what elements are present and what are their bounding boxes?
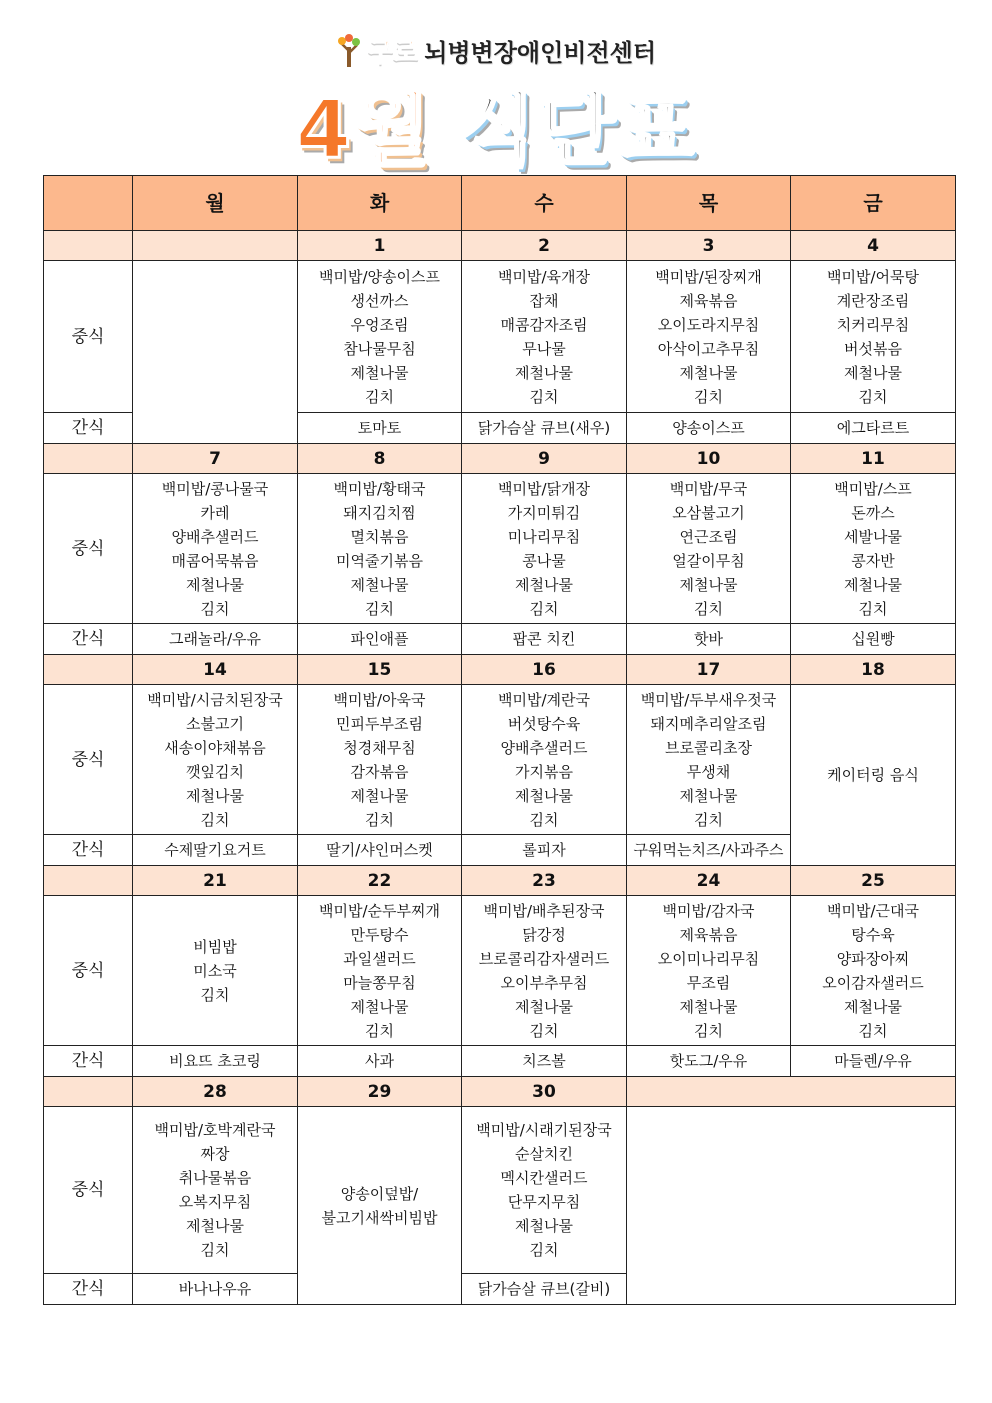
- menu-item: 김치: [200, 1241, 230, 1259]
- menu-item: 돈까스: [851, 503, 895, 522]
- date-label-cell: [44, 1077, 133, 1107]
- day-mon: 월: [133, 176, 298, 231]
- meal-table: [43, 175, 956, 1305]
- menu-item: 김치: [365, 599, 394, 618]
- title-month: 4월: [295, 82, 433, 176]
- menu-item: 우엉조림: [350, 315, 409, 334]
- date-cell: 4: [791, 231, 956, 261]
- menu-item: 백미밥/무국: [669, 479, 748, 498]
- menu-item: 오복지무침: [178, 1193, 252, 1211]
- lunch-label: 중식: [44, 474, 133, 624]
- menu-cell: [627, 261, 791, 413]
- snack-cell: 딸기/샤인머스켓: [298, 835, 462, 866]
- date-row: [44, 444, 956, 474]
- menu-item: 백미밥/어묵탕: [827, 267, 919, 286]
- menu-item: 제철나물: [515, 363, 573, 382]
- menu-item: 김치: [529, 810, 559, 829]
- menu-item: 단무지무침: [507, 1193, 581, 1211]
- menu-item: 계란장조림: [836, 291, 910, 310]
- menu-item: 김치: [694, 599, 723, 618]
- day-fri: 금: [791, 176, 956, 231]
- page-title: [0, 72, 992, 176]
- menu-item: 멕시칸샐러드: [500, 1169, 588, 1187]
- menu-item: 백미밥/양송이스프: [319, 267, 440, 286]
- menu-item: 치커리무침: [836, 315, 910, 334]
- date-cell: 30: [462, 1077, 627, 1107]
- menu-item: 김치: [200, 985, 230, 1004]
- menu-item: 돼지메추리알조림: [650, 714, 767, 733]
- snack-cell: 수제딸기요거트: [133, 835, 298, 866]
- snack-row: [44, 1046, 956, 1077]
- snack-cell: 비요뜨 초코링: [133, 1046, 298, 1077]
- menu-item: 김치: [365, 810, 394, 829]
- menu-item: 김치: [694, 1021, 723, 1040]
- date-cell: 10: [627, 444, 791, 474]
- menu-cell: [791, 474, 956, 624]
- menu-item: 제철나물: [844, 575, 902, 594]
- menu-item: 매콤어묵볶음: [171, 551, 259, 570]
- menu-item: 청경채무침: [343, 738, 416, 757]
- menu-item: 카레: [200, 503, 230, 522]
- menu-item: 잡채: [529, 291, 559, 310]
- menu-item: 콩나물: [522, 551, 566, 570]
- menu-cell: [462, 474, 627, 624]
- date-cell: 24: [627, 866, 791, 896]
- tree-heart-icon: [336, 33, 362, 67]
- snack-row: [44, 624, 956, 655]
- snack-cell: 롤피자: [462, 835, 627, 866]
- menu-cell: [462, 261, 627, 413]
- day-header-row: [44, 176, 956, 231]
- date-cell: 9: [462, 444, 627, 474]
- snack-cell: 에그타르트: [791, 413, 956, 444]
- menu-item: 닭강정: [522, 925, 566, 944]
- menu-item: 오이감자샐러드: [822, 973, 924, 992]
- menu-item: 버섯탕수육: [507, 714, 581, 733]
- menu-item: 비빔밥: [193, 937, 237, 956]
- date-cell: 8: [298, 444, 462, 474]
- menu-item: 콩자반: [851, 551, 895, 570]
- menu-item: 오삼불고기: [672, 503, 745, 522]
- menu-cell: [298, 474, 462, 624]
- menu-cell: [133, 1107, 298, 1274]
- day-thu: 목: [627, 176, 791, 231]
- menu-item: 연근조림: [679, 527, 738, 546]
- menu-cell: [133, 474, 298, 624]
- date-cell: 25: [791, 866, 956, 896]
- lunch-label: 중식: [44, 1107, 133, 1274]
- date-cell: 15: [298, 655, 462, 685]
- menu-cell: [462, 896, 627, 1046]
- menu-item: 가지볶음: [515, 762, 573, 781]
- menu-cell: [791, 261, 956, 413]
- menu-item: 과일샐러드: [343, 949, 416, 968]
- menu-cell: [462, 1107, 627, 1274]
- menu-item: 민피두부조림: [336, 714, 423, 733]
- menu-item: 제철나물: [515, 786, 573, 805]
- menu-item: 제철나물: [350, 363, 409, 382]
- menu-cell-catering: [791, 685, 956, 866]
- snack-label: 간식: [44, 1274, 133, 1305]
- menu-item: 제철나물: [186, 575, 244, 594]
- lunch-label: 중식: [44, 685, 133, 835]
- date-cell: 23: [462, 866, 627, 896]
- menu-cell: [298, 896, 462, 1046]
- menu-item: 제철나물: [844, 997, 902, 1016]
- menu-item: 제철나물: [186, 1217, 244, 1235]
- menu-item: 취나물볶음: [178, 1169, 252, 1187]
- date-label-cell: [44, 231, 133, 261]
- menu-item: 김치: [529, 599, 559, 618]
- snack-label: 간식: [44, 835, 133, 866]
- menu-item: 오이미나리무침: [657, 949, 760, 968]
- date-row: [44, 655, 956, 685]
- menu-item: 백미밥/감자국: [662, 901, 755, 920]
- menu-item: 백미밥/계란국: [498, 690, 590, 709]
- menu-item: 백미밥/닭개장: [498, 479, 590, 498]
- menu-item: 백미밥/호박계란국: [154, 1121, 276, 1139]
- date-cell: 29: [298, 1077, 462, 1107]
- menu-item: 백미밥/된장찌개: [655, 267, 762, 286]
- snack-cell: 양송이스프: [627, 413, 791, 444]
- menu-item: 제철나물: [350, 575, 409, 594]
- menu-item: 김치: [529, 387, 559, 406]
- snack-cell: 치즈볼: [462, 1046, 627, 1077]
- menu-item: 감자볶음: [350, 762, 409, 781]
- menu-item: 김치: [694, 387, 723, 406]
- menu-cell: [133, 685, 298, 835]
- menu-item: 제철나물: [515, 997, 573, 1016]
- menu-item: 미소국: [193, 961, 237, 980]
- menu-cell: [627, 474, 791, 624]
- menu-cell: [298, 1107, 462, 1305]
- menu-cell: [133, 261, 298, 444]
- date-row: [44, 231, 956, 261]
- menu-item: 백미밥/콩나물국: [161, 479, 269, 498]
- snack-label: 간식: [44, 624, 133, 655]
- menu-item: 마늘쫑무침: [343, 973, 416, 992]
- date-label-cell: [44, 866, 133, 896]
- menu-item: 짜장: [200, 1145, 230, 1163]
- menu-item: 양송이덮밥/: [340, 1184, 419, 1203]
- snack-cell: 팝콘 치킨: [462, 624, 627, 655]
- menu-cell: [462, 685, 627, 835]
- snack-cell: 십원빵: [791, 624, 956, 655]
- menu-item: 제철나물: [844, 363, 902, 382]
- menu-cell: [627, 896, 791, 1046]
- day-wed: 수: [462, 176, 627, 231]
- snack-cell: 사과: [298, 1046, 462, 1077]
- menu-cell: [298, 261, 462, 413]
- menu-item: 백미밥/황태국: [333, 479, 426, 498]
- date-label-cell: [44, 655, 133, 685]
- menu-item: 브로콜리감자샐러드: [478, 949, 610, 968]
- menu-item: 백미밥/스프: [834, 479, 912, 498]
- day-tue: 화: [298, 176, 462, 231]
- menu-item: 무나물: [522, 339, 566, 358]
- menu-item: 소불고기: [186, 714, 244, 733]
- menu-item: 멸치볶음: [350, 527, 409, 546]
- menu-item: 순살치킨: [515, 1145, 573, 1163]
- menu-item: 무생채: [686, 762, 731, 781]
- corner-cell: [44, 176, 133, 231]
- menu-item: 매콤감자조림: [500, 315, 588, 334]
- date-cell: 14: [133, 655, 298, 685]
- lunch-row: [44, 685, 956, 835]
- menu-item: 세발나물: [844, 527, 902, 546]
- lunch-row: [44, 896, 956, 1046]
- menu-item: 백미밥/육개장: [498, 267, 590, 286]
- menu-cell: [627, 685, 791, 835]
- menu-item: 새송이야채볶음: [164, 738, 266, 757]
- snack-label: 간식: [44, 413, 133, 444]
- menu-item: 제철나물: [350, 786, 409, 805]
- snack-label: 간식: [44, 1046, 133, 1077]
- menu-item: 만두탕수: [350, 925, 409, 944]
- menu-item: 아삭이고추무침: [657, 339, 760, 358]
- menu-item: 제철나물: [186, 786, 244, 805]
- lunch-row: [44, 474, 956, 624]
- menu-item: 제철나물: [515, 575, 573, 594]
- snack-cell: 그래놀라/우유: [133, 624, 298, 655]
- menu-item: 버섯볶음: [844, 339, 902, 358]
- date-cell: 2: [462, 231, 627, 261]
- menu-item: 양파장아찌: [836, 949, 910, 968]
- date-cell: 28: [133, 1077, 298, 1107]
- menu-item: 김치: [529, 1021, 559, 1040]
- date-cell: 3: [627, 231, 791, 261]
- menu-cell: [133, 896, 298, 1046]
- snack-cell: 닭가슴살 큐브(갈비): [462, 1274, 627, 1305]
- menu-item: 김치: [858, 599, 888, 618]
- menu-item: 오이도라지무침: [657, 315, 760, 334]
- menu-item: 생선까스: [350, 291, 409, 310]
- menu-item: 케이터링 음식: [827, 766, 919, 784]
- date-label-cell: [44, 444, 133, 474]
- menu-item: 제철나물: [350, 997, 409, 1016]
- snack-cell: 바나나우유: [133, 1274, 298, 1305]
- menu-item: 백미밥/순두부찌개: [319, 901, 440, 920]
- menu-item: 김치: [858, 387, 888, 406]
- date-row: [44, 866, 956, 896]
- menu-cell-empty: [627, 1107, 956, 1305]
- center-name-rest: 뇌병변장애인비전센터: [424, 38, 657, 67]
- menu-item: 미역줄기볶음: [336, 551, 423, 570]
- lunch-label: 중식: [44, 261, 133, 413]
- menu-item: 무조림: [686, 973, 731, 992]
- center-name-highlight: 구로: [367, 37, 419, 68]
- date-cell: [133, 231, 298, 261]
- lunch-row: [44, 1107, 956, 1274]
- menu-item: 참나물무침: [343, 339, 416, 358]
- menu-item: 백미밥/아욱국: [333, 690, 426, 709]
- date-cell: 18: [791, 655, 956, 685]
- date-cell: 22: [298, 866, 462, 896]
- menu-item: 브로콜리초장: [665, 738, 752, 757]
- menu-item: 백미밥/근대국: [827, 901, 919, 920]
- menu-item: 백미밥/두부새우젓국: [640, 690, 777, 709]
- menu-item: 제철나물: [679, 786, 738, 805]
- menu-item: 제철나물: [515, 1217, 573, 1235]
- date-cell: 17: [627, 655, 791, 685]
- menu-item: 백미밥/시래기된장국: [476, 1121, 612, 1139]
- date-row: [44, 1077, 956, 1107]
- menu-item: 백미밥/배추된장국: [483, 901, 605, 920]
- lunch-row: [44, 261, 956, 413]
- menu-item: 탕수육: [851, 925, 895, 944]
- menu-item: 김치: [529, 1241, 559, 1259]
- date-cell: 21: [133, 866, 298, 896]
- menu-item: 제철나물: [679, 575, 738, 594]
- menu-item: 김치: [200, 599, 230, 618]
- menu-item: 제육볶음: [679, 925, 738, 944]
- menu-item: 제철나물: [679, 363, 738, 382]
- header: [0, 20, 992, 176]
- snack-cell: 토마토: [298, 413, 462, 444]
- date-cell-empty: [627, 1077, 956, 1107]
- snack-cell: 핫도그/우유: [627, 1046, 791, 1077]
- date-cell: 7: [133, 444, 298, 474]
- menu-item: 제육볶음: [679, 291, 738, 310]
- snack-cell: 마들렌/우유: [791, 1046, 956, 1077]
- menu-item: 오이부추무침: [500, 973, 588, 992]
- menu-item: 가지미튀김: [507, 503, 581, 522]
- menu-item: 김치: [858, 1021, 888, 1040]
- title-menu: 식단표: [458, 82, 697, 176]
- snack-cell: 닭가슴살 큐브(새우): [462, 413, 627, 444]
- menu-item: 돼지김치찜: [343, 503, 416, 522]
- snack-cell: 구워먹는치즈/사과주스: [627, 835, 791, 866]
- menu-item: 김치: [200, 810, 230, 829]
- menu-item: 불고기새싹비빔밥: [321, 1208, 438, 1227]
- menu-item: 제철나물: [679, 997, 738, 1016]
- date-cell: 1: [298, 231, 462, 261]
- menu-item: 깻잎김치: [186, 762, 244, 781]
- menu-item: 얼갈이무침: [672, 551, 745, 570]
- menu-cell: [298, 685, 462, 835]
- snack-cell: 핫바: [627, 624, 791, 655]
- date-cell: 11: [791, 444, 956, 474]
- menu-item: 김치: [365, 387, 394, 406]
- menu-item: 백미밥/시금치된장국: [147, 690, 283, 709]
- snack-cell: 파인애플: [298, 624, 462, 655]
- menu-item: 양배추샐러드: [500, 738, 588, 757]
- lunch-label: 중식: [44, 896, 133, 1046]
- menu-item: 양배추샐러드: [171, 527, 259, 546]
- menu-item: 김치: [365, 1021, 394, 1040]
- menu-item: 김치: [694, 810, 723, 829]
- date-cell: 16: [462, 655, 627, 685]
- menu-item: 미나리무침: [507, 527, 581, 546]
- menu-cell: [791, 896, 956, 1046]
